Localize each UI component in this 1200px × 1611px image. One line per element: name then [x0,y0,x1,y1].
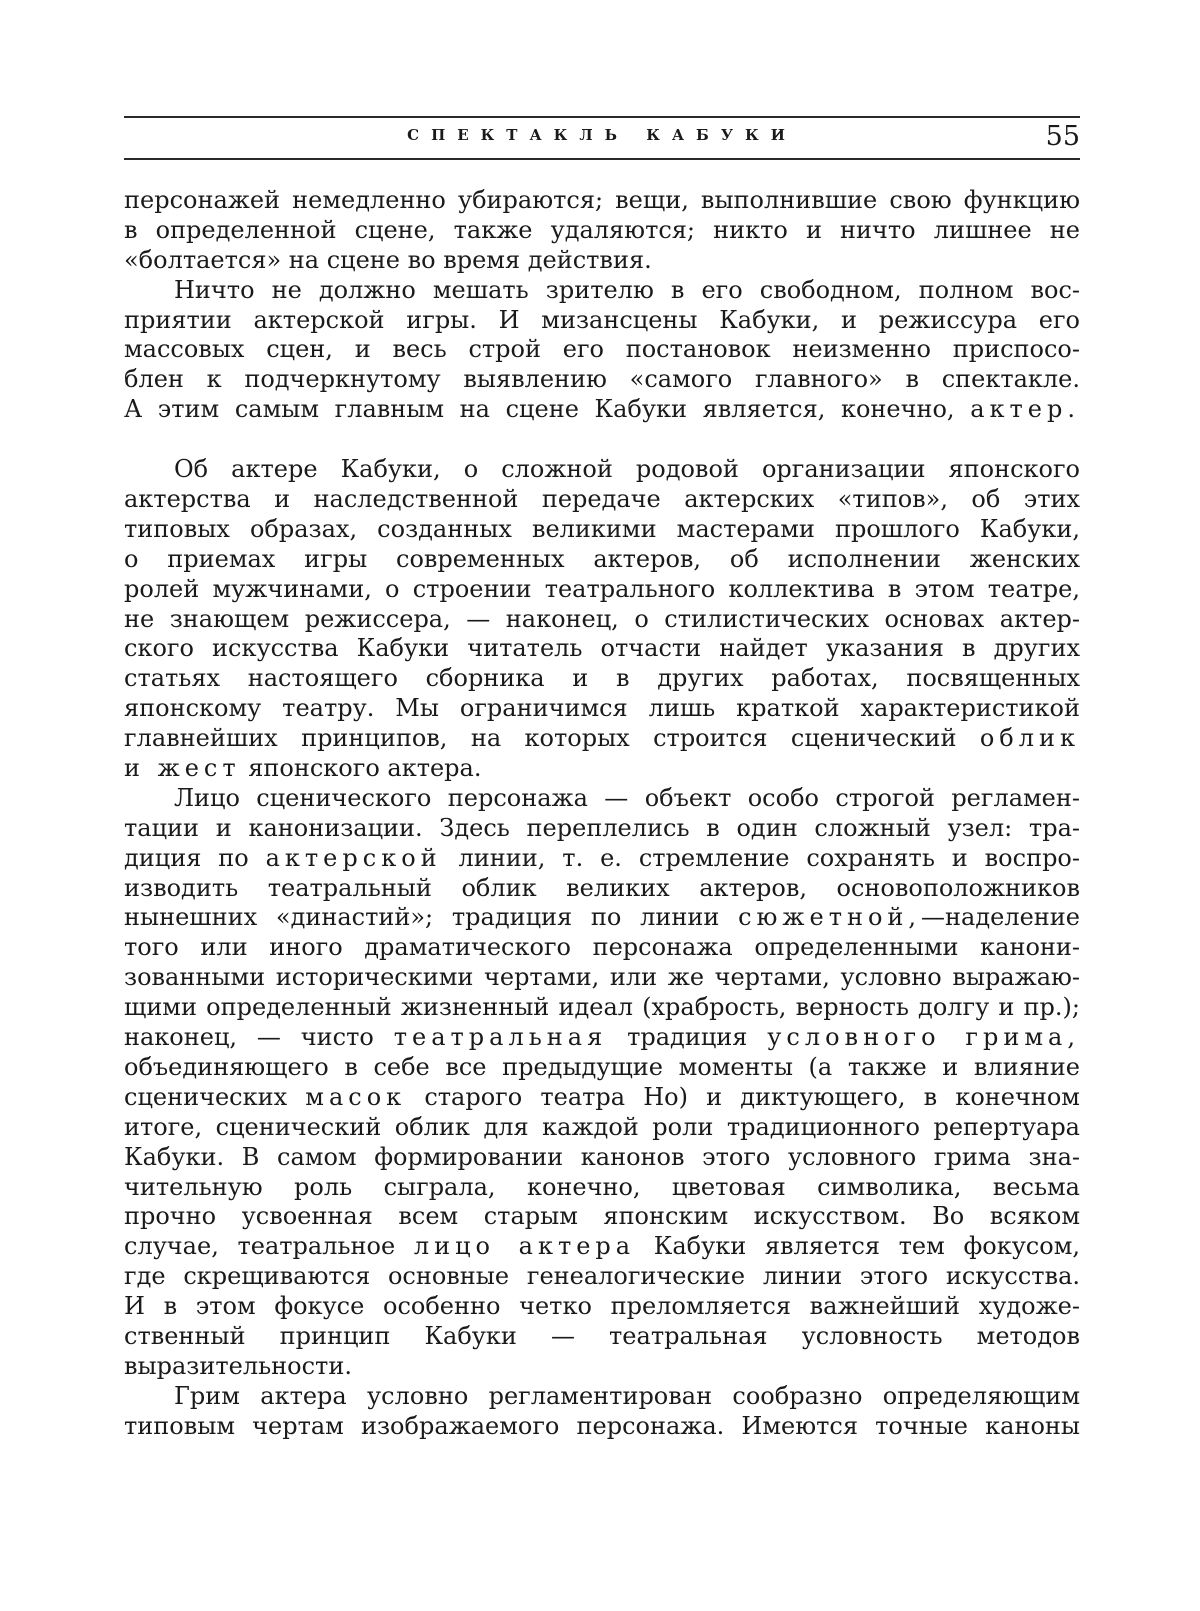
text-line [124,844,1080,874]
text-line: японскому театру. Мы ограничимся лишь краткой характеристикой [124,694,1080,724]
text-line: Кабуки. В самом формировании канонов этого условного грима зна- [124,1143,1080,1173]
text-line [124,1083,1080,1113]
text-segment: А этим самым главным на сцене Кабуки является, конечно, [124,395,955,423]
text-segment: нынешних «династий»; традиция по линии [124,903,719,931]
text-line: И в этом фокусе особенно четко преломляется важнейший художе- [124,1292,1080,1322]
text-line: персонажей немедленно убираются; вещи, выполнившие свою функцию [124,186,1080,216]
text-line: Грим актера условно регламентирован сообразно определяющим [124,1382,1080,1412]
text-line: массовых сцен, и весь строй его постановок неизменно приспосо- [124,335,1080,365]
emphasis-spaced: театральная [394,1023,608,1051]
section-gap [124,425,1080,455]
text-line: в определенной сцене, также удаляются; никто и ничто лишнее не [124,216,1080,246]
text-line: Об актере Кабуки, о сложной родовой организации японского [124,455,1080,485]
text-line: типовым чертам изображаемого персонажа. Имеются точные каноны [124,1412,1080,1442]
text-line: о приемах игры современных актеров, об исполнении женских [124,545,1080,575]
text-line [124,724,1080,754]
body-text [124,186,1080,1442]
text-line: типовых образах, созданных великими мастерами прошлого Кабуки, [124,515,1080,545]
emphasis-spaced: облик [980,724,1080,752]
header-rule-top [124,116,1080,118]
text-line [124,1023,1080,1053]
text-line: зованными историческими чертами, или же чертами, условно выражаю- [124,963,1080,993]
emphasis-spaced: сюжетной, [738,903,921,931]
emphasis-spaced: лицо актера [414,1232,635,1260]
text-line: объединяющего в себе все предыдущие моменты (а также и влияние [124,1053,1080,1083]
text-segment: —наделение [921,903,1080,931]
text-line: актерства и наследственной передаче актерских «типов», об этих [124,485,1080,515]
text-segment: наконец, — чисто [124,1023,374,1051]
text-line: того или иного драматического персонажа определенными канони- [124,933,1080,963]
text-segment: японского актера. [248,754,481,782]
text-line: выразительности. [124,1352,1080,1382]
text-segment: старого театра Но) и диктующего, в конечном [424,1083,1080,1111]
text-segment: линии, т. е. стремление сохранять и воспро- [459,844,1080,872]
text-segment: диция по [124,844,249,872]
emphasis-spaced: актерской [266,844,442,872]
text-line [124,395,1080,425]
text-line: блен к подчеркнутому выявлению «самого главного» в спектакле. [124,365,1080,395]
text-segment: Кабуки является тем фокусом, [654,1232,1080,1260]
text-line: тации и канонизации. Здесь переплелись в один сложный узел: тра- [124,814,1080,844]
text-line: итоге, сценический облик для каждой роли традиционного репертуара [124,1113,1080,1143]
header-rule-bottom [124,158,1080,160]
text-line: ского искусства Кабуки читатель отчасти найдет указания в других [124,634,1080,664]
text-line [124,754,1080,784]
emphasis-spaced: актер. [970,395,1080,423]
text-segment: традиция [627,1023,747,1051]
emphasis-spaced: условного грима, [767,1023,1080,1051]
text-line: Лицо сценического персонажа — объект особо строгой регламен- [124,784,1080,814]
text-segment: главнейших принципов, на которых строится сценический [124,724,956,752]
text-line: ролей мужчинами, о строении театрального коллектива в этом театре, [124,575,1080,605]
emphasis-spaced: масок [305,1083,406,1111]
text-segment: сценических [124,1083,287,1111]
text-line: прочно усвоенная всем старым японским искусством. Во всяком [124,1202,1080,1232]
text-line: где скрещиваются основные генеалогические линии этого искусства. [124,1262,1080,1292]
text-line: статьях настоящего сборника и в других работах, посвященных [124,664,1080,694]
page-number: 55 [1046,121,1080,152]
text-line: Ничто не должно мешать зрителю в его свободном, полном вос- [124,276,1080,306]
text-line [124,903,1080,933]
text-line: не знающем режиссера, — наконец, о стилистических основах актер- [124,605,1080,635]
text-line: приятии актерской игры. И мизансцены Кабуки, и режиссура его [124,306,1080,336]
text-segment: случае, театральное [124,1232,395,1260]
emphasis-spaced: и жест [124,754,241,782]
text-line: чительную роль сыграла, конечно, цветовая символика, весьма [124,1173,1080,1203]
text-line: «болтается» на сцене во время действия. [124,246,1080,276]
running-title: СПЕКТАКЛЬ КАБУКИ [124,126,1080,144]
text-line [124,1232,1080,1262]
text-line: щими определенный жизненный идеал (храбрость, верность долгу и пр.); [124,993,1080,1023]
text-line: изводить театральный облик великих актеров, основоположников [124,874,1080,904]
text-line: ственный принцип Кабуки — театральная условность методов [124,1322,1080,1352]
page-header [124,112,1080,162]
book-page [0,0,1200,1611]
